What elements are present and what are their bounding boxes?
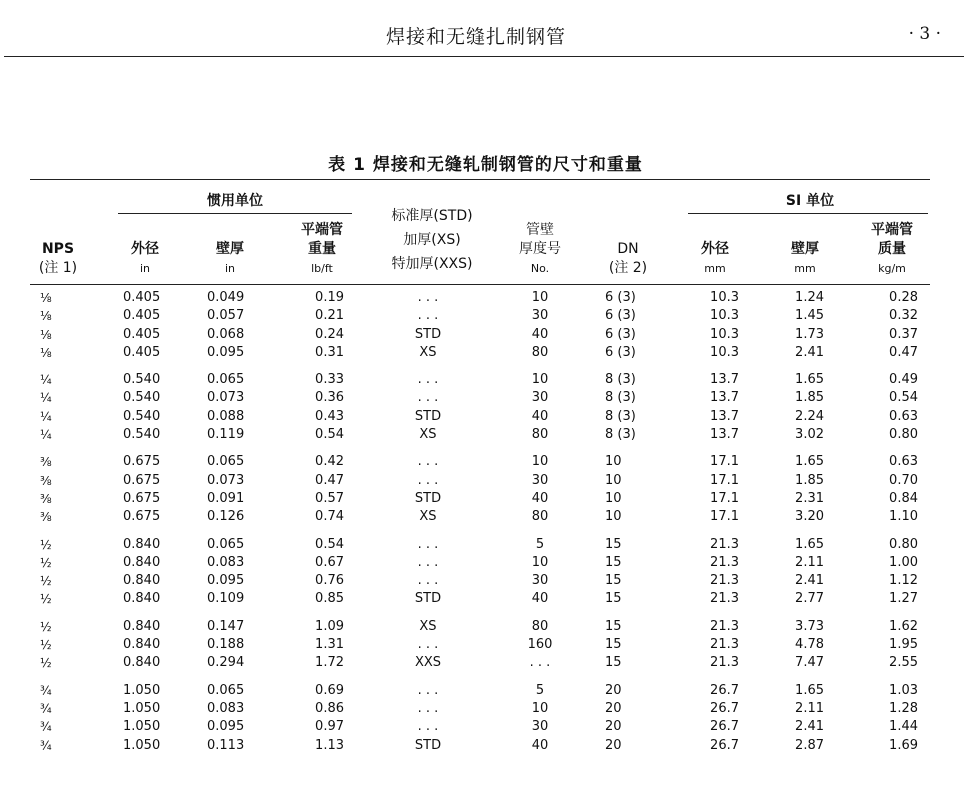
running-title: 焊接和无缝扎制钢管	[386, 26, 567, 48]
dn-cell: 15	[605, 618, 622, 634]
customary-group-rule	[118, 213, 352, 214]
schedule-no-cell: 10	[531, 700, 549, 716]
col-header-od-line1: 外径	[131, 241, 159, 257]
weight-lbft-cell: 0.42	[315, 454, 344, 470]
schedule-no-cell: 40	[531, 326, 549, 342]
od-mm-cell: 17.1	[710, 472, 739, 488]
weight-lbft-cell: 0.21	[315, 308, 344, 324]
dn-cell: 6 (3)	[605, 344, 636, 360]
dn-cell: 6 (3)	[605, 326, 636, 342]
table-row	[0, 536, 971, 554]
nps-cell: ⅛	[40, 309, 52, 324]
od-in-cell: 1.050	[123, 700, 161, 716]
nps-cell: ¾	[40, 701, 52, 716]
mass-kgm-cell: 0.49	[889, 372, 918, 388]
group-header-si: SI 单位	[785, 193, 835, 209]
schedule-no-cell: 160	[527, 637, 553, 653]
col-header-wt-line1: 壁厚	[216, 241, 244, 257]
wall-in-cell: 0.119	[207, 427, 245, 443]
od-in-cell: 0.405	[123, 290, 161, 305]
nps-cell: ¼	[40, 391, 52, 406]
weight-lbft-cell: 0.19	[315, 290, 344, 305]
od-mm-cell: 17.1	[710, 454, 739, 470]
od-in-cell: 0.675	[123, 509, 161, 525]
schedule-cell: STD	[414, 737, 442, 753]
dn-cell: 20	[605, 737, 622, 753]
od-mm-cell: 21.3	[710, 637, 739, 653]
table-row	[0, 618, 971, 636]
wall-in-cell: 0.294	[207, 655, 245, 671]
schedule-no-cell: 30	[531, 308, 549, 324]
schedule-no-cell: 80	[531, 427, 549, 443]
weight-lbft-cell: 0.24	[315, 326, 344, 342]
wall-in-cell: 0.095	[207, 344, 245, 360]
mass-kgm-cell: 1.00	[889, 554, 918, 570]
col-header-dn-line1: DN	[617, 241, 639, 257]
wall-mm-cell: 2.11	[795, 700, 824, 716]
dn-cell: 8 (3)	[605, 390, 636, 406]
wall-mm-cell: 2.77	[795, 591, 824, 607]
od-mm-cell: 21.3	[710, 536, 739, 552]
weight-lbft-cell: 1.09	[315, 618, 344, 634]
col-header-schedule-line1: 标准厚(STD)	[391, 208, 473, 224]
od-mm-cell: 10.3	[710, 344, 739, 360]
mass-kgm-cell: 0.28	[889, 290, 918, 305]
col-header-schedule-line2: 加厚(XS)	[403, 232, 461, 248]
table-row	[0, 307, 971, 325]
schedule-no-cell: 40	[531, 737, 549, 753]
col-header-od	[120, 240, 170, 278]
col-header-wpf	[292, 221, 352, 278]
nps-cell: ⅛	[40, 345, 52, 360]
wall-in-cell: 0.088	[207, 408, 245, 424]
weight-lbft-cell: 0.97	[315, 719, 344, 735]
mass-kgm-cell: 0.70	[889, 472, 918, 488]
schedule-no-cell: 80	[531, 344, 549, 360]
table-caption: 表 1 焊接和无缝轧制钢管的尺寸和重量	[328, 155, 643, 175]
dn-cell: 15	[605, 655, 622, 671]
od-mm-cell: 26.7	[710, 737, 739, 753]
weight-lbft-cell: 0.36	[315, 390, 344, 406]
nps-cell: ½	[40, 592, 52, 607]
dn-cell: 15	[605, 591, 622, 607]
weight-lbft-cell: 0.54	[315, 427, 344, 443]
od-mm-cell: 17.1	[710, 509, 739, 525]
weight-lbft-cell: 1.72	[315, 655, 344, 671]
nps-cell: ½	[40, 656, 52, 671]
schedule-no-cell: 30	[531, 390, 549, 406]
mass-kgm-cell: 0.63	[889, 408, 918, 424]
weight-lbft-cell: 0.57	[315, 490, 344, 506]
wall-in-cell: 0.049	[207, 290, 245, 305]
col-header-sched-no-line2: 厚度号	[519, 241, 561, 257]
dn-cell: 10	[605, 454, 622, 470]
mass-kgm-cell: 1.03	[889, 682, 918, 698]
table-row	[0, 508, 971, 526]
od-in-cell: 1.050	[123, 719, 161, 735]
header-rule	[4, 56, 964, 57]
mass-kgm-cell: 1.44	[889, 719, 918, 735]
col-header-wt-mm-line1: 壁厚	[791, 241, 819, 257]
od-mm-cell: 21.3	[710, 573, 739, 589]
schedule-no-cell: 10	[531, 372, 549, 388]
dn-cell: 8 (3)	[605, 427, 636, 443]
col-header-mass-line1: 平端管	[871, 222, 913, 238]
weight-lbft-cell: 0.86	[315, 700, 344, 716]
nps-cell: ¾	[40, 738, 52, 753]
weight-lbft-cell: 0.47	[315, 472, 344, 488]
table-row	[0, 453, 971, 471]
weight-lbft-cell: 0.85	[315, 591, 344, 607]
mass-kgm-cell: 1.10	[889, 509, 918, 525]
wall-mm-cell: 1.24	[795, 290, 824, 305]
wall-in-cell: 0.126	[207, 509, 245, 525]
od-in-cell: 0.405	[123, 344, 161, 360]
schedule-no-cell: . . .	[529, 655, 551, 671]
nps-cell: ⅛	[40, 291, 52, 305]
od-mm-cell: 17.1	[710, 490, 739, 506]
schedule-no-cell: 80	[531, 509, 549, 525]
schedule-no-cell: 10	[531, 554, 549, 570]
wall-in-cell: 0.068	[207, 326, 245, 342]
wall-in-cell: 0.057	[207, 308, 245, 324]
od-in-cell: 0.540	[123, 390, 161, 406]
wall-in-cell: 0.065	[207, 454, 245, 470]
mass-kgm-cell: 0.80	[889, 536, 918, 552]
od-in-cell: 1.050	[123, 682, 161, 698]
wall-mm-cell: 2.87	[795, 737, 824, 753]
schedule-cell: . . .	[417, 472, 439, 488]
od-in-cell: 0.840	[123, 554, 161, 570]
dn-cell: 10	[605, 472, 622, 488]
schedule-cell: STD	[414, 408, 442, 424]
schedule-no-cell: 10	[531, 454, 549, 470]
schedule-cell: XS	[419, 509, 437, 525]
page-header	[0, 0, 971, 60]
weight-lbft-cell: 0.43	[315, 408, 344, 424]
wall-mm-cell: 3.20	[795, 509, 824, 525]
mass-kgm-cell: 0.37	[889, 326, 918, 342]
table-row	[0, 654, 971, 672]
wall-in-cell: 0.113	[207, 737, 245, 753]
dn-cell: 20	[605, 682, 622, 698]
od-in-cell: 0.840	[123, 618, 161, 634]
col-header-nps-line2: (注 1)	[38, 260, 78, 276]
col-header-wt	[205, 240, 255, 278]
wall-mm-cell: 7.47	[795, 655, 824, 671]
dn-cell: 15	[605, 573, 622, 589]
schedule-no-cell: 10	[531, 290, 549, 305]
col-header-od-mm-line1: 外径	[701, 241, 729, 257]
wall-mm-cell: 2.24	[795, 408, 824, 424]
nps-cell: ⅜	[40, 473, 52, 488]
schedule-no-cell: 80	[531, 618, 549, 634]
schedule-cell: STD	[414, 591, 442, 607]
col-header-wt-mm-unit: mm	[794, 262, 816, 275]
weight-lbft-cell: 1.31	[315, 637, 344, 653]
table-row	[0, 682, 971, 700]
mass-kgm-cell: 1.69	[889, 737, 918, 753]
od-in-cell: 0.540	[123, 372, 161, 388]
weight-lbft-cell: 1.13	[315, 737, 344, 753]
nps-cell: ⅜	[40, 510, 52, 525]
col-header-wpf-line2: 重量	[308, 241, 336, 257]
schedule-no-cell: 30	[531, 573, 549, 589]
mass-kgm-cell: 1.28	[889, 700, 918, 716]
schedule-cell: . . .	[417, 372, 439, 388]
schedule-cell: STD	[414, 326, 442, 342]
schedule-no-cell: 40	[531, 591, 549, 607]
dn-cell: 15	[605, 637, 622, 653]
mass-kgm-cell: 0.80	[889, 427, 918, 443]
schedule-cell: STD	[414, 490, 442, 506]
schedule-no-cell: 5	[535, 536, 545, 552]
od-in-cell: 0.540	[123, 408, 161, 424]
wall-mm-cell: 1.85	[795, 472, 824, 488]
od-in-cell: 0.840	[123, 573, 161, 589]
wall-mm-cell: 3.02	[795, 427, 824, 443]
schedule-cell: . . .	[417, 454, 439, 470]
nps-cell: ⅜	[40, 491, 52, 506]
col-header-od-unit: in	[139, 262, 151, 275]
od-mm-cell: 10.3	[710, 290, 739, 305]
mass-kgm-cell: 1.95	[889, 637, 918, 653]
nps-cell: ½	[40, 574, 52, 589]
weight-lbft-cell: 0.31	[315, 344, 344, 360]
wall-in-cell: 0.065	[207, 536, 245, 552]
od-mm-cell: 13.7	[710, 427, 739, 443]
schedule-no-cell: 30	[531, 472, 549, 488]
schedule-cell: . . .	[417, 700, 439, 716]
wall-mm-cell: 1.73	[795, 326, 824, 342]
wall-in-cell: 0.065	[207, 682, 245, 698]
mass-kgm-cell: 0.32	[889, 308, 918, 324]
wall-in-cell: 0.083	[207, 554, 245, 570]
od-in-cell: 0.840	[123, 591, 161, 607]
schedule-cell: . . .	[417, 390, 439, 406]
table-row	[0, 636, 971, 654]
wall-in-cell: 0.073	[207, 390, 245, 406]
col-header-schedule-line3: 特加厚(XXS)	[391, 256, 473, 272]
col-header-dn	[600, 240, 656, 278]
schedule-cell: . . .	[417, 719, 439, 735]
wall-mm-cell: 2.31	[795, 490, 824, 506]
od-in-cell: 0.405	[123, 308, 161, 324]
od-in-cell: 0.405	[123, 326, 161, 342]
od-mm-cell: 13.7	[710, 408, 739, 424]
col-header-wt-mm	[780, 240, 830, 278]
od-mm-cell: 13.7	[710, 372, 739, 388]
wall-in-cell: 0.095	[207, 719, 245, 735]
schedule-cell: . . .	[417, 536, 439, 552]
wall-mm-cell: 2.41	[795, 719, 824, 735]
nps-cell: ¾	[40, 683, 52, 698]
schedule-cell: XS	[419, 618, 437, 634]
table-row	[0, 326, 971, 344]
wall-mm-cell: 1.85	[795, 390, 824, 406]
col-header-sched-no-unit: No.	[530, 262, 550, 275]
od-in-cell: 0.840	[123, 655, 161, 671]
table-row	[0, 371, 971, 389]
weight-lbft-cell: 0.69	[315, 682, 344, 698]
weight-lbft-cell: 0.33	[315, 372, 344, 388]
nps-cell: ½	[40, 537, 52, 552]
table-row	[0, 590, 971, 608]
od-in-cell: 0.675	[123, 454, 161, 470]
schedule-cell: . . .	[417, 290, 439, 305]
od-in-cell: 0.840	[123, 637, 161, 653]
wall-in-cell: 0.147	[207, 618, 245, 634]
col-header-schedule	[380, 204, 484, 276]
schedule-cell: XS	[419, 427, 437, 443]
schedule-cell: . . .	[417, 637, 439, 653]
dn-cell: 10	[605, 509, 622, 525]
wall-mm-cell: 1.65	[795, 372, 824, 388]
schedule-cell: . . .	[417, 554, 439, 570]
col-header-nps-line1: NPS	[41, 241, 75, 257]
mass-kgm-cell: 0.54	[889, 390, 918, 406]
nps-cell: ¼	[40, 428, 52, 443]
table-row	[0, 426, 971, 444]
wall-in-cell: 0.091	[207, 490, 245, 506]
od-mm-cell: 21.3	[710, 618, 739, 634]
schedule-cell: . . .	[417, 573, 439, 589]
col-header-mass-line2: 质量	[878, 241, 906, 257]
nps-cell: ¼	[40, 409, 52, 424]
od-in-cell: 0.540	[123, 427, 161, 443]
table-top-rule	[30, 179, 930, 180]
schedule-no-cell: 30	[531, 719, 549, 735]
od-mm-cell: 21.3	[710, 554, 739, 570]
mass-kgm-cell: 1.12	[889, 573, 918, 589]
mass-kgm-cell: 0.84	[889, 490, 918, 506]
nps-cell: ⅛	[40, 327, 52, 342]
col-header-sched-no-line1: 管壁	[526, 222, 554, 238]
od-mm-cell: 26.7	[710, 700, 739, 716]
table-body	[0, 289, 971, 755]
od-mm-cell: 13.7	[710, 390, 739, 406]
wall-in-cell: 0.073	[207, 472, 245, 488]
weight-lbft-cell: 0.74	[315, 509, 344, 525]
dn-cell: 15	[605, 554, 622, 570]
dn-cell: 8 (3)	[605, 408, 636, 424]
col-header-wpf-line1: 平端管	[301, 222, 343, 238]
col-header-od-mm	[690, 240, 740, 278]
wall-in-cell: 0.083	[207, 700, 245, 716]
schedule-cell: . . .	[417, 682, 439, 698]
od-mm-cell: 26.7	[710, 682, 739, 698]
schedule-cell: . . .	[417, 308, 439, 324]
col-header-dn-line2: (注 2)	[608, 260, 648, 276]
od-mm-cell: 26.7	[710, 719, 739, 735]
dn-cell: 20	[605, 719, 622, 735]
header-bottom-rule	[30, 284, 930, 285]
mass-kgm-cell: 2.55	[889, 655, 918, 671]
dn-cell: 15	[605, 536, 622, 552]
table-row	[0, 472, 971, 490]
weight-lbft-cell: 0.67	[315, 554, 344, 570]
schedule-no-cell: 40	[531, 490, 549, 506]
mass-kgm-cell: 1.27	[889, 591, 918, 607]
page-number: · 3 ·	[908, 24, 941, 44]
wall-mm-cell: 1.65	[795, 536, 824, 552]
nps-cell: ¼	[40, 373, 52, 388]
nps-cell: ⅜	[40, 455, 52, 470]
col-header-wpf-unit: lb/ft	[311, 262, 333, 275]
col-header-od-mm-unit: mm	[704, 262, 726, 275]
od-mm-cell: 10.3	[710, 308, 739, 324]
table-row	[0, 289, 971, 307]
col-header-wt-unit: in	[224, 262, 236, 275]
wall-mm-cell: 2.41	[795, 344, 824, 360]
table-row	[0, 572, 971, 590]
wall-mm-cell: 1.65	[795, 454, 824, 470]
od-mm-cell: 21.3	[710, 591, 739, 607]
mass-kgm-cell: 0.47	[889, 344, 918, 360]
weight-lbft-cell: 0.54	[315, 536, 344, 552]
nps-cell: ½	[40, 638, 52, 653]
mass-kgm-cell: 0.63	[889, 454, 918, 470]
dn-cell: 10	[605, 490, 622, 506]
wall-in-cell: 0.095	[207, 573, 245, 589]
wall-in-cell: 0.188	[207, 637, 245, 653]
schedule-cell: XS	[419, 344, 437, 360]
weight-lbft-cell: 0.76	[315, 573, 344, 589]
table-row	[0, 389, 971, 407]
schedule-no-cell: 40	[531, 408, 549, 424]
wall-mm-cell: 3.73	[795, 618, 824, 634]
wall-in-cell: 0.109	[207, 591, 245, 607]
col-header-nps	[33, 240, 83, 278]
table-row	[0, 700, 971, 718]
schedule-cell: XXS	[414, 655, 442, 671]
table-row	[0, 554, 971, 572]
od-in-cell: 1.050	[123, 737, 161, 753]
od-mm-cell: 10.3	[710, 326, 739, 342]
nps-cell: ½	[40, 619, 52, 634]
mass-kgm-cell: 1.62	[889, 618, 918, 634]
od-in-cell: 0.840	[123, 536, 161, 552]
dn-cell: 8 (3)	[605, 372, 636, 388]
wall-mm-cell: 2.41	[795, 573, 824, 589]
si-group-rule	[688, 213, 928, 214]
col-header-sched-no	[512, 221, 568, 278]
nps-cell: ¾	[40, 720, 52, 735]
table-row	[0, 718, 971, 736]
dn-cell: 6 (3)	[605, 290, 636, 305]
wall-mm-cell: 4.78	[795, 637, 824, 653]
group-header-customary: 惯用单位	[207, 193, 263, 209]
table-row	[0, 490, 971, 508]
dn-cell: 6 (3)	[605, 308, 636, 324]
od-in-cell: 0.675	[123, 472, 161, 488]
col-header-mass-unit: kg/m	[878, 262, 906, 275]
schedule-no-cell: 5	[535, 682, 545, 698]
col-header-mass	[862, 221, 922, 278]
table-row	[0, 737, 971, 755]
od-mm-cell: 21.3	[710, 655, 739, 671]
table-row	[0, 408, 971, 426]
wall-mm-cell: 2.11	[795, 554, 824, 570]
wall-mm-cell: 1.65	[795, 682, 824, 698]
wall-in-cell: 0.065	[207, 372, 245, 388]
table-row	[0, 344, 971, 362]
wall-mm-cell: 1.45	[795, 308, 824, 324]
nps-cell: ½	[40, 555, 52, 570]
od-in-cell: 0.675	[123, 490, 161, 506]
dn-cell: 20	[605, 700, 622, 716]
